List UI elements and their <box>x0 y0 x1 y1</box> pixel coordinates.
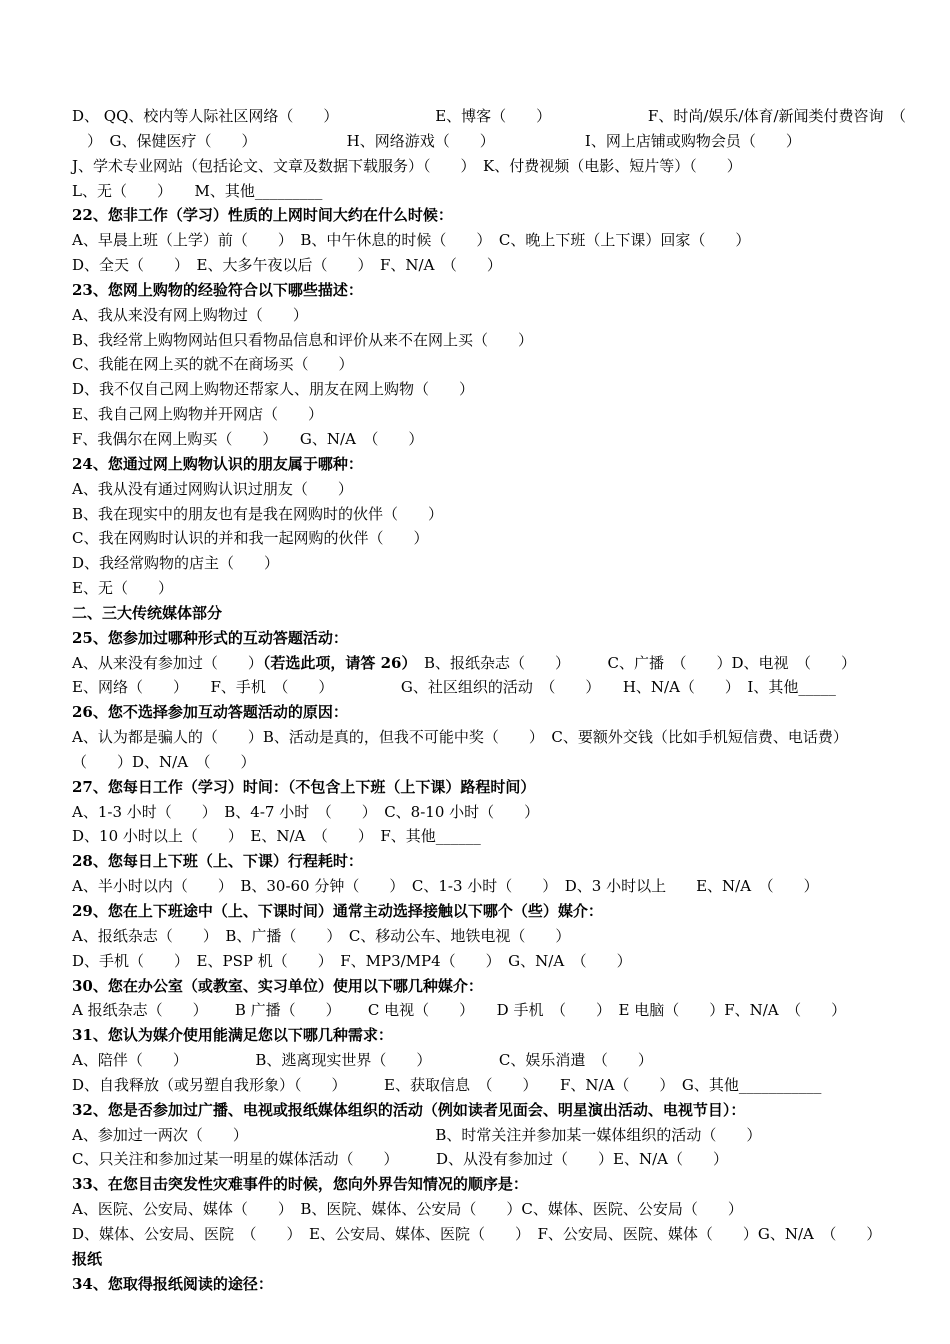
options-line: B、我在现实中的朋友也有是我在网购时的伙伴（ ） <box>72 504 444 523</box>
options-line: A、1-3 小时（ ） B、4-7 小时 （ ） C、8-10 小时（ ） <box>72 802 540 821</box>
skip-instruction: （若选此项，请答 26） <box>262 653 409 672</box>
option-text: F、时尚/娱乐/体育/新闻类付费咨询 （ <box>647 107 906 125</box>
option-text: D、 QQ、校内等人际社区网络（ ） <box>72 107 339 125</box>
options-line: C、只关注和参加过某一明星的媒体活动（ ） D、从没有参加过（ ）E、N/A（ ） <box>72 1150 728 1169</box>
options-line: D、全天（ ） E、大多午夜以后（ ） F、N/A （ ） <box>72 256 502 275</box>
options-line: A、认为都是骗人的（ ）B、活动是真的，但我不可能中奖（ ） C、要额外交钱（比如手机短信费、电话费） <box>72 728 848 747</box>
question-title: 33、在您目击突发性灾难事件的时候，您向外界告知情况的顺序是： <box>72 1175 528 1194</box>
options-line: A、医院、公安局、媒体（ ） B、医院、媒体、公安局（ ）C、媒体、医院、公安局（ ） <box>72 1200 743 1219</box>
question-title: 26、您不选择参加互动答题活动的原因： <box>72 703 348 722</box>
question-title: 31、您认为媒介使用能满足您以下哪几种需求： <box>72 1026 393 1045</box>
question-title: 27、您每日工作（学习）时间：（不包含上下班（上下课）路程时间） <box>72 777 536 796</box>
options-line: A、早晨上班（上学）前（ ） B、中午休息的时候（ ） C、晚上下班（上下课）回家（ ） <box>72 231 751 250</box>
option-text <box>891 129 906 154</box>
question-title: 30、您在办公室（或教室、实习单位）使用以下哪几种媒介： <box>72 976 483 995</box>
option-text: ） G、保健医疗（ ） <box>72 131 257 150</box>
options-line: D、我不仅自己网上购物还帮家人、朋友在网上购物（ ） <box>72 380 475 399</box>
option-text: B、报纸杂志（ ） C、广播 （ ）D、电视 （ ） <box>408 653 856 672</box>
question-title: 34、您取得报纸阅读的途径： <box>72 1274 273 1293</box>
option-text: H、网络游戏（ ） <box>346 131 495 150</box>
options-line: E、我自己网上购物并开网店（ ） <box>72 405 323 424</box>
question-title: 二、三大传统媒体部分 <box>72 603 223 622</box>
question-title: 24、您通过网上购物认识的朋友属于哪种： <box>72 454 363 473</box>
question-title: 25、您参加过哪种形式的互动答题活动： <box>72 628 348 647</box>
options-line: J、学术专业网站（包括论文、文章及数据下载服务）（ ） K、付费视频（电影、短片等）（ ） <box>72 156 742 175</box>
options-line: A、我从来没有网上购物过（ ） <box>72 305 308 324</box>
question-title: 28、您每日上下班（上、下课）行程耗时： <box>72 852 363 871</box>
options-line: L、无（ ） M、其他_________ <box>72 181 323 200</box>
options-line: D、自我释放（或另塑自我形象）（ ） E、获取信息 （ ） F、N/A（ ） G、其他___________ <box>72 1075 822 1094</box>
options-line: D、手机（ ） E、PSP 机（ ） F、MP3/MP4（ ） G、N/A （ ） <box>72 951 632 970</box>
options-line <box>72 104 906 129</box>
options-line: A、我从没有通过网购认识过朋友（ ） <box>72 479 353 498</box>
options-line: B、我经常上购物网站但只看物品信息和评价从来不在网上买（ ） <box>72 330 534 349</box>
options-line: D、媒体、公安局、医院 （ ） E、公安局、媒体、医院（ ） F、公安局、医院、媒体（ ）G、N/A （ ） <box>72 1224 882 1243</box>
options-line: A、报纸杂志（ ） B、广播（ ） C、移动公车、地铁电视（ ） <box>72 926 571 945</box>
options-line: E、无（ ） <box>72 579 173 598</box>
options-line: F、我偶尔在网上购买（ ） G、N/A （ ） <box>72 429 424 448</box>
option-text: E、博客（ ） <box>435 107 552 125</box>
options-line: （ ）D、N/A （ ） <box>72 752 256 771</box>
question-title: 22、您非工作（学习）性质的上网时间大约在什么时候： <box>72 206 453 225</box>
options-line: A、陪伴（ ） B、逃离现实世界（ ） C、娱乐消遣 （ ） <box>72 1051 653 1070</box>
options-line: D、10 小时以上（ ） E、N/A （ ） F、其他______ <box>72 827 481 846</box>
options-line: C、我能在网上买的就不在商场买（ ） <box>72 355 354 374</box>
options-line: A、半小时以内（ ） B、30-60 分钟（ ） C、1-3 小时（ ） D、3 小时以上 E、N/A （ ） <box>72 877 819 896</box>
question-title: 报纸 <box>72 1249 103 1268</box>
options-line: D、我经常购物的店主（ ） <box>72 554 280 573</box>
option-text: A、从来没有参加过（ ） <box>72 653 263 672</box>
option-text: I、网上店铺或购物会员（ ） <box>584 131 801 150</box>
options-line <box>72 129 906 154</box>
options-line <box>72 651 906 676</box>
questionnaire-page <box>72 104 906 1297</box>
options-line: C、我在网购时认识的并和我一起网购的伙伴（ ） <box>72 529 429 548</box>
options-line: A、参加过一两次（ ） B、时常关注并参加某一媒体组织的活动（ ） <box>72 1125 762 1144</box>
question-title: 32、您是否参加过广播、电视或报纸媒体组织的活动（例如读者见面会、明星演出活动、电视节目）： <box>72 1100 746 1119</box>
question-title: 23、您网上购物的经验符合以下哪些描述： <box>72 280 363 299</box>
options-line: A 报纸杂志（ ） B 广播（ ） C 电视（ ） D 手机 （ ） E 电脑（ ）F、N/A （ ） <box>72 1001 847 1020</box>
question-title: 29、您在上下班途中（上、下课时间）通常主动选择接触以下哪个（些）媒介： <box>72 902 603 920</box>
options-line: E、网络（ ） F、手机 （ ） G、社区组织的活动 （ ） H、N/A（ ） I、其他_____ <box>72 678 836 697</box>
